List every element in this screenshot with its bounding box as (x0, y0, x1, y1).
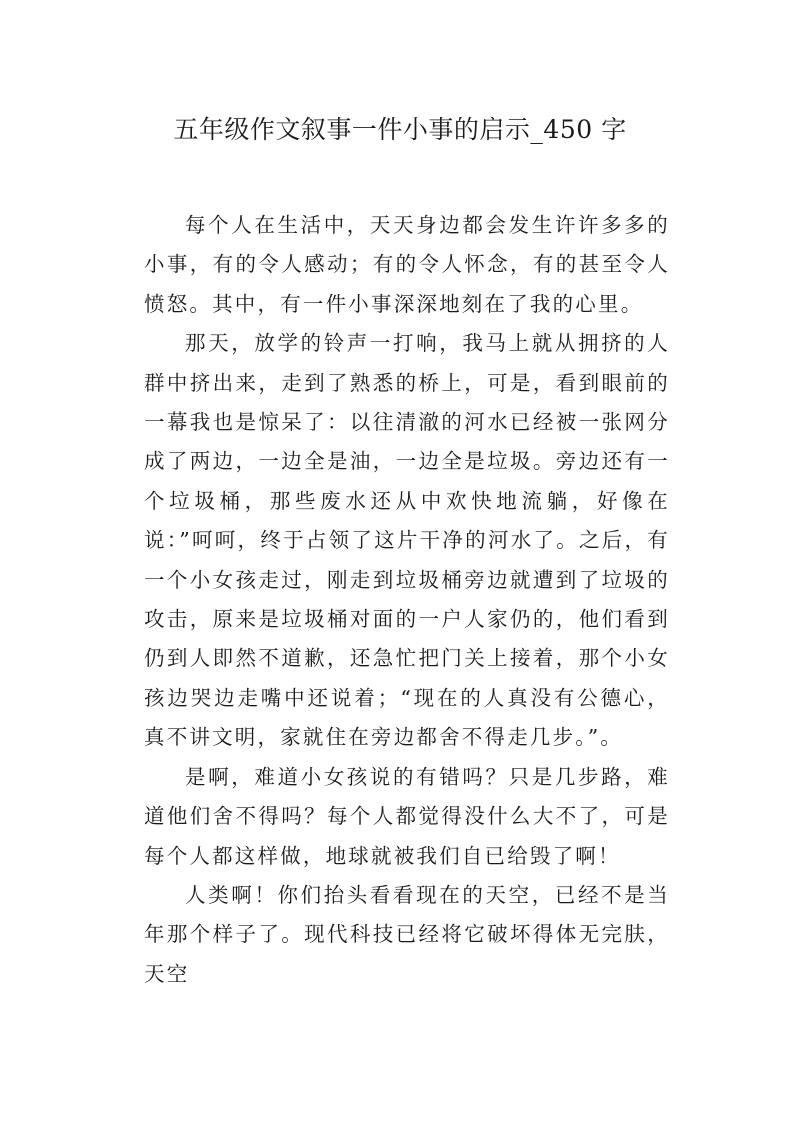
document-title: 五年级作文叙事一件小事的启示_450 字 (173, 115, 627, 144)
paragraph-2: 那天，放学的铃声一打响，我马上就从拥挤的人群中挤出来，走到了熟悉的桥上，可是，看到眼前的一幕我也是惊呆了：以往清澈的河水已经被一张网分成了两边，一边全是油，一边全是垃圾。旁边还有一个垃圾桶，那些废水还从中欢快地流躺，好像在说：”呵呵，终于占领了这片干净的河水了。之后，有一个小女孩走过，刚走到垃圾桶旁边就遭到了垃圾的攻击，原来是垃圾桶对面的一户人家仍的，他们看到仍到人即然不道歉，还急忙把门关上接着，那个小女孩边哭边走嘴中还说着；“现在的人真没有公德心，真不讲文明，家就住在旁边都舍不得走几步。”。 (144, 331, 670, 750)
paragraph-3: 是啊，难道小女孩说的有错吗？只是几步路，难道他们舍不得吗？每个人都觉得没什么大不了，可是每个人都这样做，地球就被我们自已给毁了啊！ (144, 764, 670, 868)
document-body (144, 206, 670, 994)
paragraph-4: 人类啊！你们抬头看看现在的天空，已经不是当年那个样子了。现代科技已经将它破坏得体无完肤，天空 (144, 882, 670, 986)
paragraph-1: 每个人在生活中，天天身边都会发生许许多多的小事，有的令人感动；有的令人怀念，有的甚至令人愤怒。其中，有一件小事深深地刻在了我的心里。 (144, 213, 670, 316)
